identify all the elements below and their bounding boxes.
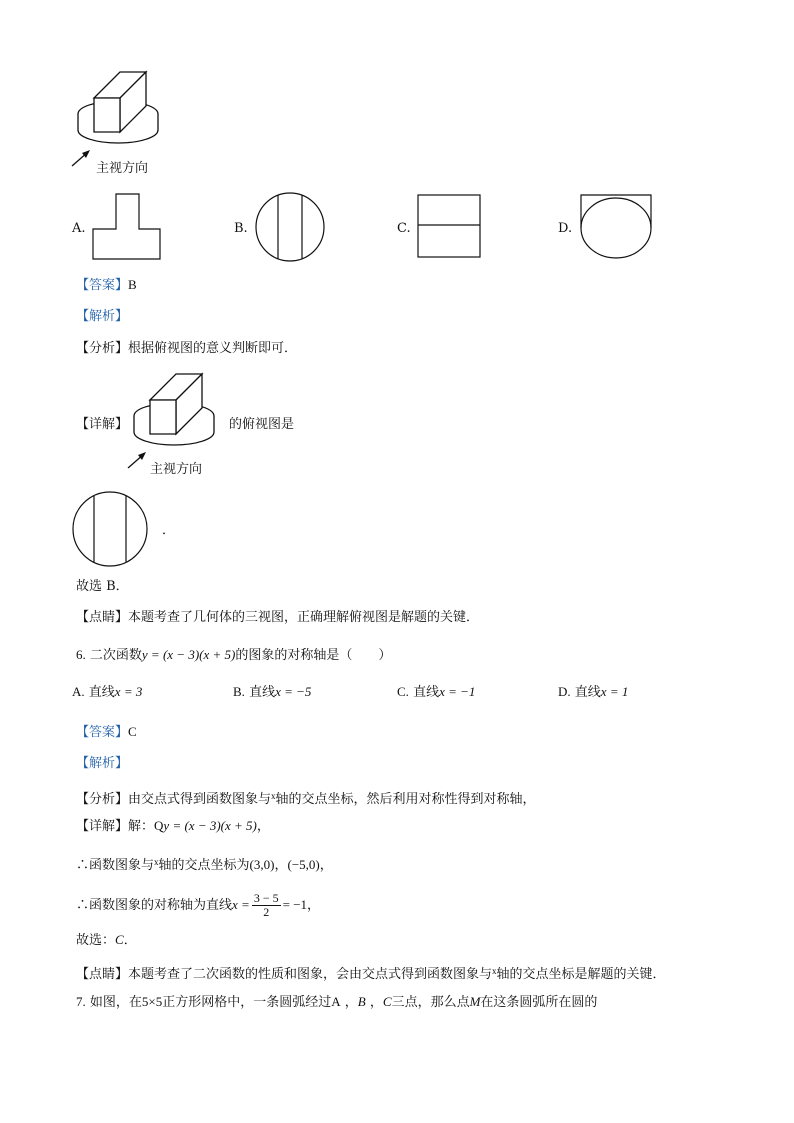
- q6-option-b: [233, 683, 311, 702]
- q5-option-d-label: D.: [558, 221, 573, 236]
- q6-axis-line: [76, 892, 320, 919]
- q6-option-d-label: D.: [558, 684, 571, 699]
- q6-comment-line: [76, 962, 666, 984]
- q7-text-d: 在这条圆弧所在圆的: [480, 995, 598, 1010]
- point-2: (−5,0): [287, 857, 320, 872]
- fraction-numerator: 3 − 5: [253, 891, 279, 905]
- option-c-rect-shape: [417, 194, 481, 258]
- q6-option-a-label: A.: [72, 684, 85, 699]
- q6-fenxi-line: [76, 787, 536, 809]
- view-direction-caption: 主视方向: [96, 161, 149, 176]
- q6-stem-suffix: 的图象的对称轴是（ ）: [235, 648, 392, 663]
- analysis-tag: 【解析】: [76, 309, 129, 324]
- q5-option-b-label: B.: [234, 221, 248, 236]
- point-c: C: [382, 994, 392, 1009]
- comment-text: 本题考查了几何体的三视图，正确理解俯视图是解题的关键．: [128, 610, 480, 625]
- q6-line2-b: 轴的交点坐标为: [158, 858, 250, 873]
- q5-fenxi-line: [76, 340, 297, 358]
- q6-option-b-label: B.: [233, 684, 245, 699]
- answer-tag: 【答案】: [76, 278, 129, 293]
- q6-line2-a: 函数图象与: [89, 858, 155, 873]
- q7-text-c: 三点，那么点: [391, 995, 470, 1010]
- because-symbol: Q: [154, 818, 164, 833]
- q6-conclusion-c: C: [115, 932, 124, 947]
- q6-analysis-tag: 【解析】: [76, 756, 129, 771]
- q6-comment-x: x: [492, 966, 497, 976]
- point-m: M: [469, 994, 481, 1009]
- q6-option-c-text: 直线: [413, 685, 440, 700]
- q5-answer-line: [76, 276, 137, 295]
- q6-detail-a: 解：: [128, 819, 155, 834]
- q7-text-b: 正方形网格中，一条圆弧经过: [162, 995, 332, 1010]
- q6-option-b-math: x = −5: [275, 684, 312, 699]
- q5-option-c-label: C.: [397, 221, 411, 236]
- figure-period: ．: [162, 523, 176, 538]
- q5-comment-line: [76, 609, 479, 627]
- q7-number: 7.: [76, 994, 86, 1009]
- q6-line2-comma: ，: [319, 858, 333, 873]
- q6-comment-tag: 【点睛】: [76, 967, 129, 982]
- q6-answer-value: C: [128, 724, 137, 739]
- q6-formula: y = (x − 3)(x + 5): [141, 647, 236, 662]
- q6-fenxi-tag: 【分析】: [76, 792, 129, 807]
- fraction-denominator: 2: [263, 905, 270, 919]
- option-a-t-shape: [92, 193, 162, 261]
- q6-conclusion: [76, 931, 137, 950]
- therefore-symbol-2: ∴: [76, 898, 90, 913]
- q6-fenxi-b: 轴的交点坐标，然后利用对称性得到对称轴，: [275, 792, 536, 807]
- q7-stem: 7. 如图，在5×5正方形网格中，一条圆弧经过A ，B ，C三点，那么点M在这条圆弧所在圆的: [76, 994, 598, 1010]
- q6-option-d-math: x = 1: [600, 684, 629, 699]
- point-a: A: [331, 994, 341, 1009]
- q6-comment-a: 本题考查了二次函数的性质和图象，会由交点式得到函数图象与: [128, 967, 493, 982]
- q6-option-c-math: x = −1: [439, 684, 476, 699]
- q6-conclusion-b: ．: [123, 933, 137, 948]
- q6-line3-comma: ，: [307, 898, 321, 913]
- q6-sep: ，: [274, 858, 288, 873]
- q6-detail-formula: y = (x − 3)(x + 5): [163, 818, 257, 833]
- comment-tag: 【点睛】: [76, 610, 129, 625]
- top-view-answer-figure: [72, 491, 150, 569]
- q6-fenxi-a: 由交点式得到函数图象与: [128, 792, 272, 807]
- q6-answer-tag: 【答案】: [76, 725, 129, 740]
- q5-option-a-label: A.: [72, 221, 86, 236]
- option-b-circle-shape: [254, 191, 326, 263]
- detail-tag: 【详解】: [76, 417, 129, 432]
- q6-fenxi-x: x: [271, 791, 276, 801]
- q6-option-c: [397, 683, 475, 702]
- point-1: (3,0): [249, 857, 275, 872]
- q6-detail-line: [76, 817, 270, 836]
- q6-line3-x: x =: [232, 897, 250, 912]
- q6-detail-tag: 【详解】: [76, 819, 129, 834]
- q6-line2-x: x: [154, 857, 159, 867]
- q6-option-b-text: 直线: [249, 685, 276, 700]
- view-direction-caption-2: 主视方向: [150, 462, 203, 477]
- q6-option-a-math: x = 3: [114, 684, 143, 699]
- therefore-symbol: ∴: [76, 858, 90, 873]
- q6-stem-prefix: 二次函数: [89, 648, 142, 663]
- q6-stem: [76, 646, 391, 665]
- fraction: [252, 892, 281, 919]
- q6-option-a-text: 直线: [88, 685, 115, 700]
- q6-option-d-text: 直线: [574, 685, 601, 700]
- q6-option-a: [72, 683, 142, 702]
- q6-intersection-line: [76, 853, 333, 875]
- q5-conclusion: 故选 B．: [76, 579, 129, 594]
- q7-grid: 5×5: [141, 994, 163, 1009]
- point-b: B: [357, 994, 366, 1009]
- q6-comment-b: 轴的交点坐标是解题的关键．: [496, 967, 666, 982]
- answer-value: B: [128, 277, 137, 292]
- q6-number: 6.: [76, 647, 86, 662]
- q6-answer-line: [76, 723, 137, 742]
- q6-detail-comma: ，: [256, 819, 270, 834]
- q6-line3-result: = −1: [282, 897, 308, 912]
- detail-suffix: 的俯视图是: [229, 417, 295, 432]
- q6-option-d: [558, 683, 628, 702]
- fenxi-tag: 【分析】: [76, 341, 129, 356]
- q7-text-a: 如图，在: [89, 995, 142, 1010]
- q6-line3-a: 函数图象的对称轴为直线: [89, 898, 233, 913]
- fenxi-text: 根据俯视图的意义判断即可．: [128, 341, 298, 356]
- q6-conclusion-a: 故选：: [76, 933, 116, 948]
- q6-option-c-label: C.: [397, 684, 409, 699]
- option-d-semicircle-shape: [580, 194, 652, 260]
